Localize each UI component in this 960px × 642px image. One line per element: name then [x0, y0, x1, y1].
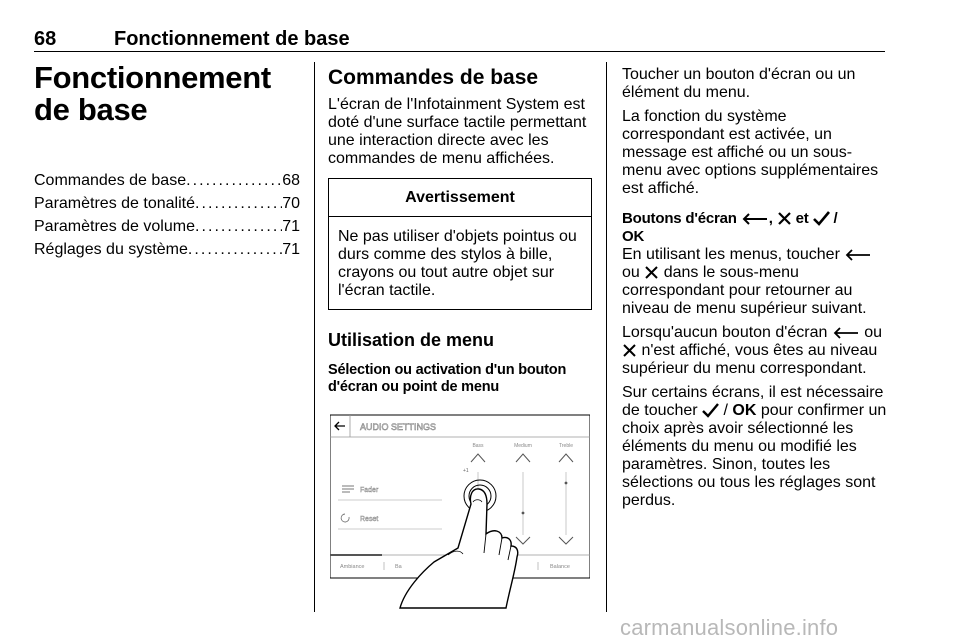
section-column — [328, 66, 592, 396]
warning-text: Ne pas utiliser d'objets pointus ou durs comme des stylos à bille, crayons ou tout autre objet sur l'écran tactile. — [338, 228, 577, 299]
toc-item-page: 71 — [282, 241, 300, 258]
tab-ambiance[interactable]: Ambiance — [340, 564, 365, 570]
toc-item[interactable] — [34, 215, 300, 238]
toc-item[interactable] — [34, 169, 300, 192]
buttons-heading: Boutons d'écran , et / OK — [622, 210, 838, 245]
toc-item[interactable] — [34, 238, 300, 261]
toc-item-page: 68 — [282, 172, 300, 189]
table-of-contents — [34, 169, 300, 261]
toc-item-label: Réglages du système — [34, 241, 188, 258]
toc-item[interactable] — [34, 192, 300, 215]
section-intro: L'écran de l'Infotainment System est doté d'une surface tactile permettant une interaction directe avec les commandes de menu affichées. — [328, 96, 587, 167]
back-arrow-icon — [844, 248, 872, 262]
toc-item-label: Paramètres de volume — [34, 218, 195, 235]
plus-one-label: +1 — [463, 468, 469, 474]
paragraph-top-level: Lorsqu'aucun bouton d'écran ou n'est affiché, vous êtes au niveau supérieur du menu correspondant. — [622, 324, 883, 377]
reset-item[interactable]: Reset — [360, 516, 379, 523]
paragraph-confirm: Sur certains écrans, il est nécessaire de toucher / OK pour confirmer un choix après avoir sélectionné les éléments du menu ou modifié les paramètres. Sinon, toutes les sélections ou tous les réglages sont perdus. — [622, 384, 887, 509]
fader-item[interactable]: Fader — [360, 487, 379, 494]
close-icon — [644, 265, 659, 280]
toc-item-label: Paramètres de tonalité — [34, 195, 195, 212]
text-column-right — [622, 66, 888, 516]
tab-balance[interactable]: Balance — [550, 564, 570, 570]
column-divider-1 — [314, 62, 315, 612]
screen-title: AUDIO SETTINGS — [360, 422, 437, 432]
paragraph-function: La fonction du système correspondant est activée, un message est affiché ou un sous-menu avec options supplémentaires est affiché. — [622, 108, 879, 197]
column-divider-2 — [606, 62, 607, 612]
warning-box — [328, 178, 592, 310]
toc-item-label: Commandes de base — [34, 172, 187, 189]
toc-item-page: 70 — [282, 195, 300, 212]
check-icon — [702, 403, 719, 418]
bass-label: Bass — [472, 443, 484, 449]
back-arrow-icon — [741, 212, 769, 226]
treble-label: Treble — [559, 443, 573, 449]
toc-item-page: 71 — [282, 218, 300, 235]
section-title: Commandes de base — [328, 66, 539, 89]
chapter-column — [34, 62, 300, 261]
subsection-title: Utilisation de menu — [328, 330, 495, 350]
header-title: Fonctionnement de base — [114, 28, 350, 50]
page-header — [34, 28, 885, 52]
medium-label: Medium — [514, 443, 532, 449]
touchscreen-illustration — [330, 410, 590, 610]
tab-bass[interactable]: Ba — [395, 564, 402, 570]
subsubsection-title: Sélection ou activation d'un bouton d'écran ou point de menu — [328, 362, 567, 395]
check-icon — [813, 211, 830, 226]
back-arrow-icon — [832, 326, 860, 340]
warning-title: Avertissement — [329, 179, 591, 217]
chapter-title: Fonctionnement de base — [34, 60, 271, 127]
paragraph-touch: Toucher un bouton d'écran ou un élément du menu. — [622, 66, 856, 101]
close-icon — [777, 211, 792, 226]
watermark: carmanualsonline.info — [620, 615, 839, 640]
close-icon — [622, 343, 637, 358]
paragraph-navigate: En utilisant les menus, toucher ou dans le sous-menu correspondant pour retourner au niveau de menu supérieur suivant. — [622, 246, 888, 318]
ok-label: OK — [622, 228, 645, 245]
page-number: 68 — [34, 28, 57, 50]
ok-label: OK — [732, 402, 757, 419]
